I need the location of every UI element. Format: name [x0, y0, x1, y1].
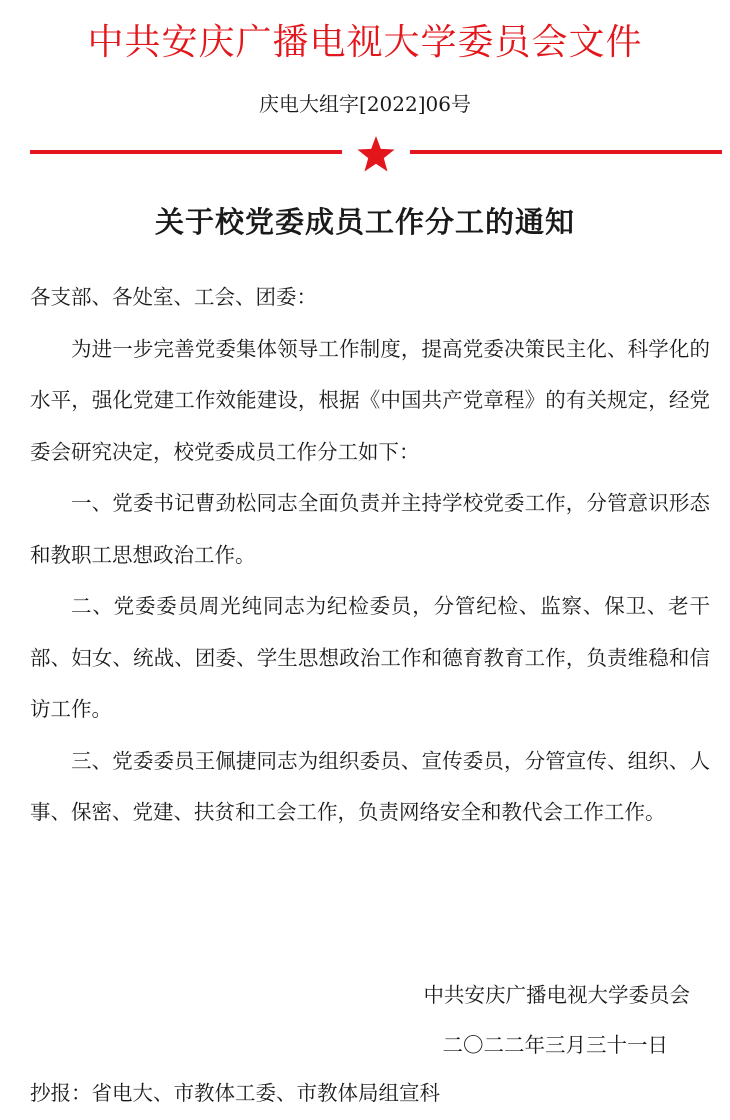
signature-date: 二〇二二年三月三十一日 — [442, 1033, 668, 1057]
star-icon — [356, 134, 396, 174]
salutation: 各支部、各处室、工会、团委： — [30, 285, 317, 309]
document-header-title: 中共安庆广播电视大学委员会文件 — [87, 22, 643, 63]
header-divider-left — [30, 150, 342, 154]
notice-title: 关于校党委成员工作分工的通知 — [154, 205, 575, 239]
header-divider-right — [410, 150, 722, 154]
signature-organization: 中共安庆广播电视大学委员会 — [423, 983, 690, 1007]
notice-body — [30, 272, 710, 839]
duty-item-2: 二、党委委员周光纯同志为纪检委员，分管纪检、监察、保卫、老干部、妇女、统战、团委、学生思想政治工作和德育教育工作，负责维稳和信访工作。 — [30, 594, 710, 721]
cc-recipients: 抄报：省电大、市教体工委、市教体局组宣科 — [30, 1081, 440, 1105]
intro-paragraph: 为进一步完善党委集体领导工作制度，提高党委决策民主化、科学化的水平，强化党建工作效能建设，根据《中国共产党章程》的有关规定，经党委会研究决定，校党委成员工作分工如下： — [30, 336, 710, 464]
duty-item-3: 三、党委委员王佩捷同志为组织委员、宣传委员，分管宣传、组织、人事、保密、党建、扶贫和工会工作，负责网络安全和教代会工作工作。 — [30, 748, 710, 824]
duty-item-1: 一、党委书记曹劲松同志全面负责并主持学校党委工作，分管意识形态和教职工思想政治工作。 — [30, 491, 710, 567]
document-number: 庆电大组字[2022]06号 — [259, 92, 471, 116]
